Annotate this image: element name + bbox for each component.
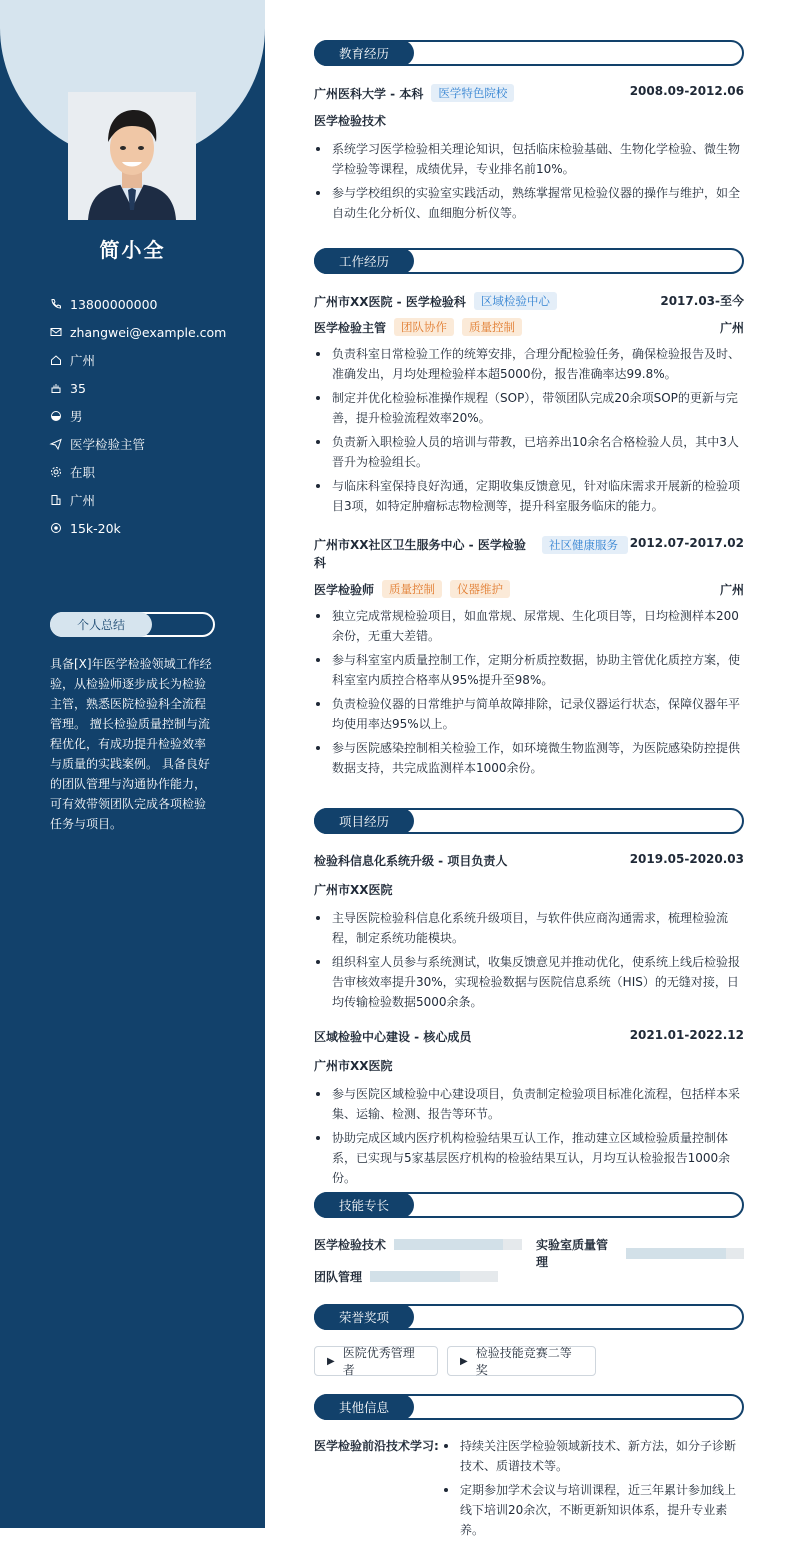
skill-item [314,1236,522,1253]
other-bullets [442,1436,744,1544]
project-bullets [314,908,744,1012]
skill-level-fill [370,1271,460,1282]
list-item: 主导医院检验科信息化系统升级项目，与软件供应商沟通需求，梳理检验流程，制定系统功能模块。 [314,908,744,948]
other-section-title [314,1394,744,1420]
phone-text: 13800000000 [70,296,158,312]
award-badge [314,1346,438,1376]
project-bullets [314,1084,744,1188]
skill-level-fill [394,1239,503,1250]
school-tag: 医学特色院校 [431,84,514,102]
work-section-title [314,248,744,274]
role-tag: 质量控制 [382,580,442,598]
skills-title-label: 技能专长 [314,1192,414,1218]
work-city: 广州 [719,582,744,597]
money-icon [50,522,62,534]
work-org: 广州市XX社区卫生服务中心 - 医学检验科 [314,538,526,570]
role-tag: 质量控制 [462,318,522,336]
skill-level-bar [370,1271,498,1282]
info-position [50,430,226,458]
cake-icon [50,382,62,394]
education-title-label: 教育经历 [314,40,414,66]
work-org-tag: 区域检验中心 [474,292,557,310]
skill-name: 医学检验技术 [314,1238,387,1252]
info-phone [50,290,226,318]
project-entry [314,852,744,1016]
list-item: 负责科室日常检验工作的统筹安排，合理分配检验任务，确保检验报告及时、准确发出，月均处理检验样本超5000份，报告准确率达99.8%。 [314,344,744,384]
list-item: 负责检验仪器的日常维护与简单故障排除，记录仪器运行状态，保障仪器年平均使用率达95%以上。 [314,694,744,734]
info-status [50,458,226,486]
skill-level-fill [626,1248,727,1259]
building-icon [50,494,62,506]
project-date: 2019.05-2020.03 [629,852,744,866]
list-item: 独立完成常规检验项目，如血常规、尿常规、生化项目等，日均检测样本200余份，无重大差错。 [314,606,744,646]
gender-icon [50,410,62,422]
summary-section-title [50,612,215,637]
position-text: 医学检验主管 [70,437,146,452]
sidebar [0,0,265,1528]
other-title-label: 其他信息 [314,1394,414,1420]
list-item: 参与医院区域检验中心建设项目，负责制定检验项目标准化流程，包括样本采集、运输、检测、报告等环节。 [314,1084,744,1124]
work-entry [314,292,744,520]
info-location [50,346,226,374]
settings-icon [50,466,62,478]
list-item: 与临床科室保持良好沟通，定期收集反馈意见，针对临床需求开展新的检验项目3项，如特定肿瘤标志物检测等，提升科室服务临床的能力。 [314,476,744,516]
list-item: 定期参加学术会议与培训课程，近三年累计参加线上线下培训20余次，不断更新知识体系，提升专业素养。 [442,1480,744,1540]
info-salary [50,514,226,542]
awards-title-label: 荣誉奖项 [314,1304,414,1330]
phone-icon [50,298,62,310]
project-name: 区域检验中心建设 - 核心成员 [314,1030,472,1044]
award-name: 医院优秀管理者 [342,1346,415,1377]
work-bullets [314,606,744,778]
gender-text: 男 [70,409,83,424]
play-triangle-icon: ▶ [327,1355,335,1367]
major-name: 医学检验技术 [314,114,387,128]
other-info [314,1436,744,1544]
skill-level-bar [394,1239,522,1250]
candidate-name: 简小全 [99,238,166,262]
send-icon [50,438,62,450]
list-item: 组织科室人员参与系统测试，收集反馈意见并推动优化，使系统上线后检验报告审核效率提升30%，实现检验数据与医院信息系统（HIS）的无缝对接，日均传输检验数据5000余条。 [314,952,744,1012]
salary-text: 15k-20k [70,520,121,536]
email-text: zhangwei@example.com [70,324,227,340]
skill-name: 团队管理 [314,1270,363,1284]
role-tag: 团队协作 [394,318,454,336]
work-date: 2012.07-2017.02 [629,536,744,550]
summary-title-label: 个人总结 [50,612,152,637]
skill-item [314,1268,498,1285]
mail-icon [50,326,62,338]
age-text: 35 [70,380,86,396]
work-bullets [314,344,744,516]
info-target-city [50,486,226,514]
award-name: 检验技能竞赛二等奖 [475,1346,572,1377]
list-item: 持续关注医学检验领域新技术、新方法，如分子诊断技术、质谱技术等。 [442,1436,744,1476]
education-section-title [314,40,744,66]
projects-title-label: 项目经历 [314,808,414,834]
list-item: 参与医院感染控制相关检验工作，如环境微生物监测等，为医院感染防控提供数据支持，共完成监测样本1000余份。 [314,738,744,778]
status-text: 在职 [70,465,96,480]
home-icon [50,354,62,366]
target-city-text: 广州 [70,493,96,508]
work-date: 2017.03-至今 [660,294,744,308]
awards-section-title [314,1304,744,1330]
role-tag: 仪器维护 [450,580,510,598]
project-entry [314,1028,744,1192]
projects-section-title [314,808,744,834]
project-org: 广州市XX医院 [314,1059,393,1073]
skills-section-title [314,1192,744,1218]
list-item: 系统学习医学检验相关理论知识，包括临床检验基础、生物化学检验、微生物学检验等课程，成绩优异，专业排名前10%。 [314,139,744,179]
skill-item [536,1236,744,1270]
avatar-photo [68,92,196,220]
skill-level-bar [626,1248,744,1259]
education-entry [314,84,744,227]
info-email [50,318,226,346]
work-entry [314,536,744,782]
list-item: 参与学校组织的实验室实践活动，熟练掌握常见检验仪器的操作与维护，如全自动生化分析仪、血细胞分析仪等。 [314,183,744,223]
work-city: 广州 [719,320,744,335]
list-item: 制定并优化检验标准操作规程（SOP），带领团队完成20余项SOP的更新与完善，提升检验流程效率20%。 [314,388,744,428]
work-org-tag: 社区健康服务 [542,536,628,554]
list-item: 负责新入职检验人员的培训与带教，已培养出10余名合格检验人员，其中3人晋升为检验组长。 [314,432,744,472]
location-text: 广州 [70,353,96,368]
project-org: 广州市XX医院 [314,883,393,897]
list-item: 参与科室室内质量控制工作，定期分析质控数据，协助主管优化质控方案，使科室室内质控合格率从95%提升至98%。 [314,650,744,690]
list-item: 协助完成区域内医疗机构检验结果互认工作，推动建立区域检验质量控制体系，已实现与5家基层医疗机构的检验结果互认，月均互认检验报告1000余份。 [314,1128,744,1188]
avatar [68,92,196,220]
work-role: 医学检验主管 [314,320,387,335]
award-badge [447,1346,596,1376]
play-triangle-icon: ▶ [460,1355,468,1367]
other-label: 医学检验前沿技术学习: [314,1439,439,1453]
project-name: 检验科信息化系统升级 - 项目负责人 [314,854,508,868]
info-age [50,374,226,402]
summary-text: 具备[X]年医学检验领域工作经验，从检验师逐步成长为检验主管，熟悉医院检验科全流程管理。 擅长检验质量控制与流程优化，有成功提升检验效率与质量的实践案例。 具备良好的团队管理与沟通协作能力，可有效带领团队完成各项检验任务与项目。 [50,657,212,831]
education-date: 2008.09-2012.06 [629,84,744,98]
work-title-label: 工作经历 [314,248,414,274]
skill-name: 实验室质量管理 [536,1238,609,1269]
project-date: 2021.01-2022.12 [629,1028,744,1042]
education-bullets [314,139,744,223]
work-role: 医学检验师 [314,582,375,597]
school-name: 广州医科大学 - 本科 [314,86,424,101]
info-gender [50,402,226,430]
contact-info-list [50,290,226,542]
work-org: 广州市XX医院 - 医学检验科 [314,294,466,309]
